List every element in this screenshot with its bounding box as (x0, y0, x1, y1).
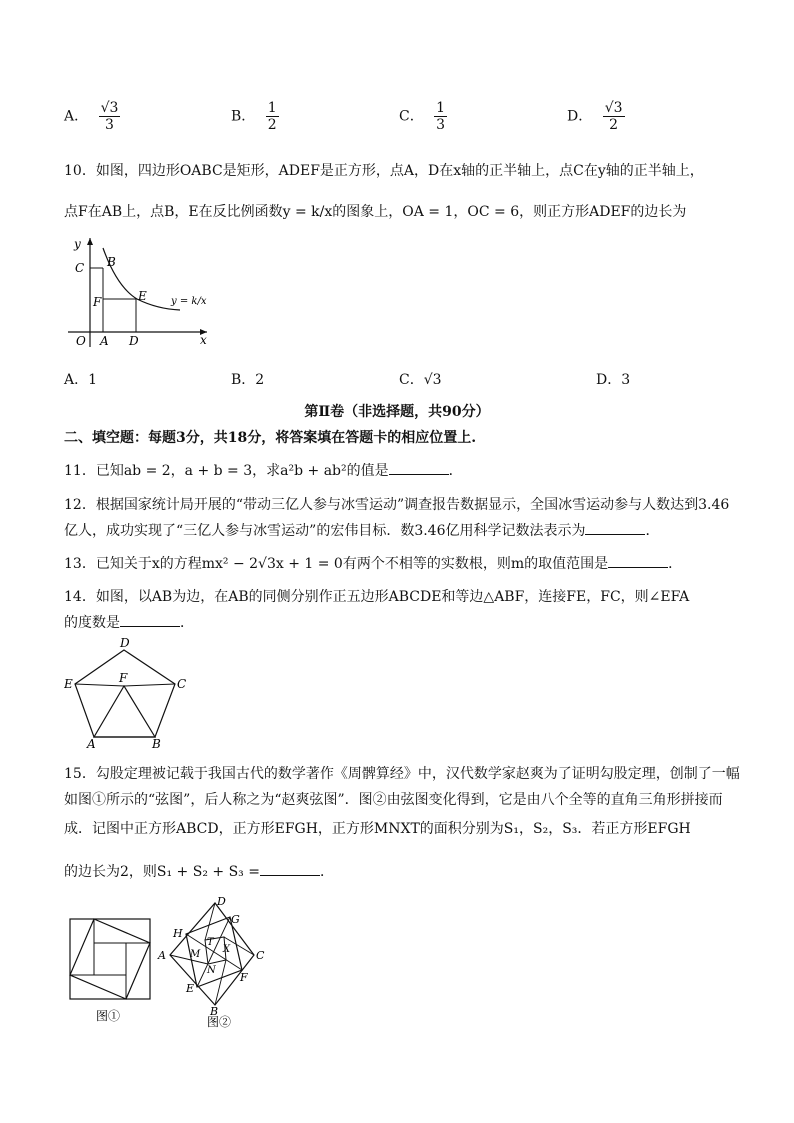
label-m: M (190, 949, 201, 960)
segment-am (170, 955, 208, 964)
square-abcd (170, 903, 254, 1005)
q13: 13．已知关于x的方程mx² − 2√3x + 1 = 0有两个不相等的实数根，则m的取值范围是 ． (64, 553, 744, 575)
label-e: E (138, 289, 147, 303)
label-a: A (87, 737, 96, 751)
label-b: B (107, 255, 116, 269)
label-f: F (119, 671, 128, 685)
label-d: D (217, 895, 226, 908)
label-o: O (76, 334, 86, 348)
y-axis-arrow-icon (87, 238, 93, 245)
label-h: H (173, 927, 183, 940)
q15-line3: 成．记图中正方形ABCD，正方形EFGH，正方形MNXT的面积分别为S₁，S₂，S₃．若正方形EFGH (64, 821, 691, 837)
label-a: A (158, 949, 166, 962)
q9-b-numerator: 1 (267, 100, 277, 116)
q9-option-d: D． $\frac{√3}{2}$ (567, 100, 623, 133)
label-y: y (74, 237, 81, 251)
section-title: 第Ⅱ卷（非选择题，共90分） (304, 404, 490, 420)
label-a: A (100, 334, 109, 348)
q14-figure (64, 636, 194, 751)
q12-answer-blank (585, 520, 645, 535)
label-b: B (152, 737, 161, 751)
label-e: E (186, 982, 195, 995)
q12-line1: 12．根据国家统计局开展的“带动三亿人参与冰雪运动”调查报告数据显示，全国冰雪运动参与人数达到3.46 (64, 497, 730, 513)
q9-c-numerator: 1 (436, 100, 446, 116)
square-adef (103, 299, 136, 332)
label-f: F (93, 295, 102, 309)
section-heading: 二、填空题：每题3分，共18分，将答案填在答题卡的相应位置上. (64, 430, 477, 446)
label-x: x (200, 333, 207, 347)
pentagon-abcde (75, 650, 175, 737)
figure-2-caption: 图② (207, 1015, 232, 1028)
label-c: C (75, 261, 85, 275)
label-function: y = k/x (171, 296, 207, 307)
q10-option-a: A．1 (64, 372, 98, 388)
figure-1-string-diagram (70, 919, 150, 999)
label-f: F (240, 971, 248, 984)
label-g: G (231, 913, 240, 926)
q14-line1: 14．如图，以AB为边，在AB的同侧分别作正五边形ABCDE和等边△ABF，连接FE，FC，则∠EFA (64, 589, 690, 605)
label-d: D (120, 636, 130, 650)
q10-option-b: B．2 (231, 372, 265, 388)
label-n: N (207, 965, 216, 976)
label-x: X (223, 944, 231, 955)
q9-option-a: A． $\frac{√3}{3}$ (64, 100, 119, 133)
label-b: B (210, 1005, 219, 1018)
triangle-abf (94, 686, 155, 737)
q9-a-numerator: √3 (100, 100, 119, 116)
q9-c-denominator: 3 (436, 117, 446, 133)
q10-option-c: C．√3 (399, 372, 442, 388)
q10-figure (62, 232, 222, 350)
label-t: T (207, 937, 214, 948)
q10-line2: 点F在AB上，点B，E在反比例函数y = k/x的图象上，OA = 1，OC = 6，则正方形ADEF的边长为 (64, 204, 687, 220)
q9-option-b: B． $\frac{1}{2}$ (231, 100, 277, 133)
label-c: C (256, 949, 265, 962)
label-e: E (64, 677, 73, 691)
q10-option-d: D．3 (596, 372, 631, 388)
q9-b-denominator: 2 (267, 117, 277, 133)
q15-line4: 的边长为2，则S₁ + S₂ + S₃ = ． (64, 861, 744, 883)
q15-answer-blank (260, 861, 320, 876)
q14-answer-blank (120, 612, 180, 627)
q9-d-numerator: √3 (604, 100, 623, 116)
outer-square (70, 919, 150, 999)
q12-line2: 亿人，成功实现了“三亿人参与冰雪运动”的宏伟目标．数3.46亿用科学记数法表示为 ． (64, 520, 744, 542)
figure-2-diagram (170, 903, 254, 1005)
q9-d-denominator: 2 (609, 117, 619, 133)
q11: 11．已知ab = 2，a + b = 3，求a²b + ab²的值是 ． (64, 460, 744, 482)
segment-fc (124, 684, 175, 686)
q15-line2: 如图①所示的“弦图”，后人称之为“赵爽弦图”．图②由弦图变化得到，它是由八个全等的直角三角形拼接而 (64, 792, 723, 808)
q11-answer-blank (389, 460, 449, 475)
q9-a-denominator: 3 (105, 117, 114, 133)
q15-line1: 15．勾股定理被记载于我国古代的数学著作《周髀算经》中，汉代数学家赵爽为了证明勾股定理，创制了一幅 (64, 766, 740, 782)
q14-line2: 的度数是 ． (64, 612, 744, 634)
hypotenuse-square (70, 919, 150, 999)
q15-figures (64, 893, 274, 1028)
q9-option-c: C． $\frac{1}{3}$ (399, 100, 446, 133)
q13-answer-blank (608, 553, 668, 568)
label-c: C (177, 677, 187, 691)
segment-fe (75, 684, 124, 686)
label-d: D (129, 334, 139, 348)
figure-1-caption: 图① (96, 1009, 121, 1023)
q10-line1: 10．如图，四边形OABC是矩形，ADEF是正方形，点A，D在x轴的正半轴上，点C在y轴的正半轴上， (64, 163, 704, 179)
